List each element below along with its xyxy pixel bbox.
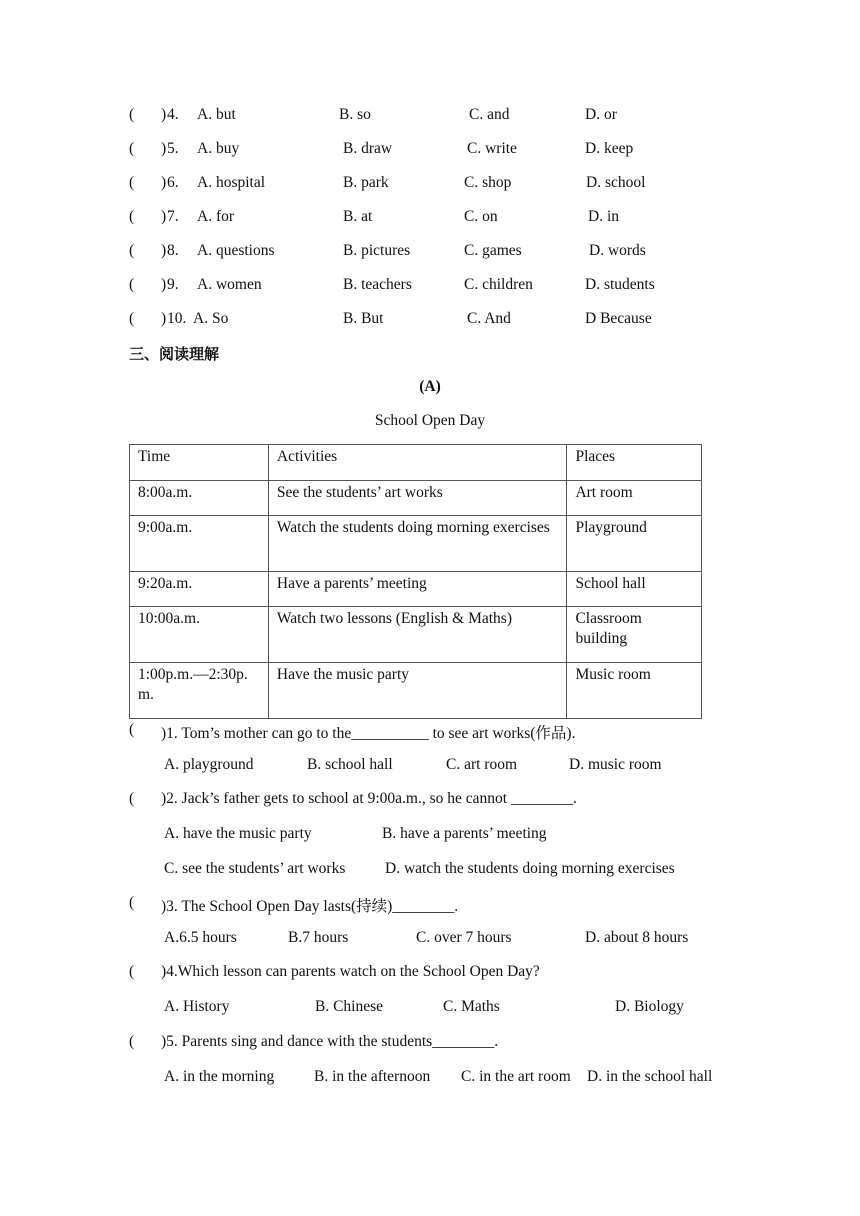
cell-activity: Have a parents’ meeting xyxy=(268,572,567,607)
cell-place: Music room xyxy=(567,663,702,719)
table-row xyxy=(130,481,702,516)
option-b: B. school hall xyxy=(307,756,393,773)
answer-paren-open: ( xyxy=(129,242,135,259)
answer-paren-close: ) xyxy=(161,106,167,123)
cell-time: 9:00a.m. xyxy=(130,516,269,572)
answer-paren-open: ( xyxy=(129,174,135,191)
cell-activity: Watch the students doing morning exercises xyxy=(268,516,567,572)
answer-paren-open: ( xyxy=(129,1033,135,1050)
option-d: D. school xyxy=(586,174,646,191)
table-row xyxy=(130,572,702,607)
item-number: 8. xyxy=(167,242,179,259)
cell-activity: See the students’ art works xyxy=(268,481,567,516)
option-d: D. students xyxy=(585,276,655,293)
option-b: B. have a parents’ meeting xyxy=(382,825,547,842)
answer-paren-open: ( xyxy=(129,106,135,123)
answer-paren-open: ( xyxy=(129,140,135,157)
option-a: A. History xyxy=(164,998,230,1015)
cell-time: 9:20a.m. xyxy=(130,572,269,607)
answer-paren-close: ) xyxy=(161,310,167,327)
item-number: 7. xyxy=(167,208,179,225)
option-b: B. Chinese xyxy=(315,998,384,1015)
header-activities: Activities xyxy=(268,445,567,481)
cell-place: School hall xyxy=(567,572,702,607)
cell-time: 8:00a.m. xyxy=(130,481,269,516)
answer-paren-close: ) xyxy=(161,242,167,259)
table-row xyxy=(130,516,702,572)
option-a: A.6.5 hours xyxy=(164,929,237,946)
cell-place: Art room xyxy=(567,481,702,516)
option-a: A. women xyxy=(197,276,262,293)
section-heading: 三、阅读理解 xyxy=(129,345,220,363)
item-number: 6. xyxy=(167,174,179,191)
question-stem: )4.Which lesson can parents watch on the School Open Day? xyxy=(161,963,540,980)
option-b: B. park xyxy=(343,174,389,191)
option-b: B. so xyxy=(339,106,371,123)
answer-paren-open: ( xyxy=(129,790,135,807)
answer-paren-open: ( xyxy=(129,721,135,738)
option-a: A. hospital xyxy=(197,174,266,191)
cell-place: Playground xyxy=(567,516,702,572)
item-number: 10. xyxy=(167,310,187,327)
option-c: C. And xyxy=(467,310,511,327)
header-places: Places xyxy=(567,445,702,481)
option-c: C. write xyxy=(467,140,517,157)
passage-label: (A) xyxy=(419,378,441,395)
answer-paren-close: ) xyxy=(161,208,167,225)
option-d: D. watch the students doing morning exercises xyxy=(385,860,675,877)
header-time: Time xyxy=(130,445,269,481)
option-b: B. But xyxy=(343,310,384,327)
option-c: C. see the students’ art works xyxy=(164,860,346,877)
option-d: D. Biology xyxy=(615,998,684,1015)
option-b: B. teachers xyxy=(343,276,412,293)
answer-paren-open: ( xyxy=(129,208,135,225)
answer-paren-close: ) xyxy=(161,140,167,157)
option-a: A. So xyxy=(193,310,229,327)
option-a: A. questions xyxy=(197,242,275,259)
question-stem: )5. Parents sing and dance with the students________. xyxy=(161,1033,499,1050)
option-b: B. at xyxy=(343,208,373,225)
option-a: A. have the music party xyxy=(164,825,312,842)
item-number: 4. xyxy=(167,106,179,123)
option-d: D. in the school hall xyxy=(587,1068,713,1085)
option-a: A. in the morning xyxy=(164,1068,275,1085)
option-d: D. music room xyxy=(569,756,662,773)
option-a: A. for xyxy=(197,208,235,225)
option-a: A. buy xyxy=(197,140,240,157)
question-stem: )1. Tom’s mother can go to the__________ to see art works(作品). xyxy=(161,725,576,742)
answer-paren-close: ) xyxy=(161,174,167,191)
option-d: D. words xyxy=(589,242,646,259)
table-header-row xyxy=(130,445,702,481)
option-d: D Because xyxy=(585,310,652,327)
option-c: C. games xyxy=(464,242,522,259)
cell-activity: Have the music party xyxy=(268,663,567,719)
table-row xyxy=(130,663,702,719)
option-d: D. or xyxy=(585,106,617,123)
answer-paren-open: ( xyxy=(129,310,135,327)
option-c: C. and xyxy=(469,106,510,123)
cell-time: 10:00a.m. xyxy=(130,607,269,663)
cell-activity: Watch two lessons (English & Maths) xyxy=(268,607,567,663)
option-b: B. pictures xyxy=(343,242,411,259)
option-d: D. keep xyxy=(585,140,634,157)
question-stem: )3. The School Open Day lasts(持续)________. xyxy=(161,898,459,915)
option-c: C. shop xyxy=(464,174,512,191)
option-b: B. in the afternoon xyxy=(314,1068,431,1085)
option-c: C. children xyxy=(464,276,533,293)
option-b: B.7 hours xyxy=(288,929,349,946)
option-c: C. over 7 hours xyxy=(416,929,512,946)
passage-title: School Open Day xyxy=(374,412,486,429)
item-number: 9. xyxy=(167,276,179,293)
option-c: C. Maths xyxy=(443,998,500,1015)
item-number: 5. xyxy=(167,140,179,157)
option-b: B. draw xyxy=(343,140,393,157)
schedule-table xyxy=(129,444,702,719)
option-c: C. on xyxy=(464,208,498,225)
answer-paren-close: ) xyxy=(161,276,167,293)
option-c: C. in the art room xyxy=(461,1068,571,1085)
answer-paren-open: ( xyxy=(129,894,135,911)
option-a: A. but xyxy=(197,106,236,123)
answer-paren-open: ( xyxy=(129,963,135,980)
option-c: C. art room xyxy=(446,756,518,773)
option-d: D. in xyxy=(588,208,619,225)
table-row xyxy=(130,607,702,663)
answer-paren-open: ( xyxy=(129,276,135,293)
cell-place: Classroom building xyxy=(567,607,702,663)
cell-time: 1:00p.m.—2:30p.m. xyxy=(130,663,269,719)
question-stem: )2. Jack’s father gets to school at 9:00a.m., so he cannot ________. xyxy=(161,790,577,807)
option-a: A. playground xyxy=(164,756,254,773)
option-d: D. about 8 hours xyxy=(585,929,689,946)
